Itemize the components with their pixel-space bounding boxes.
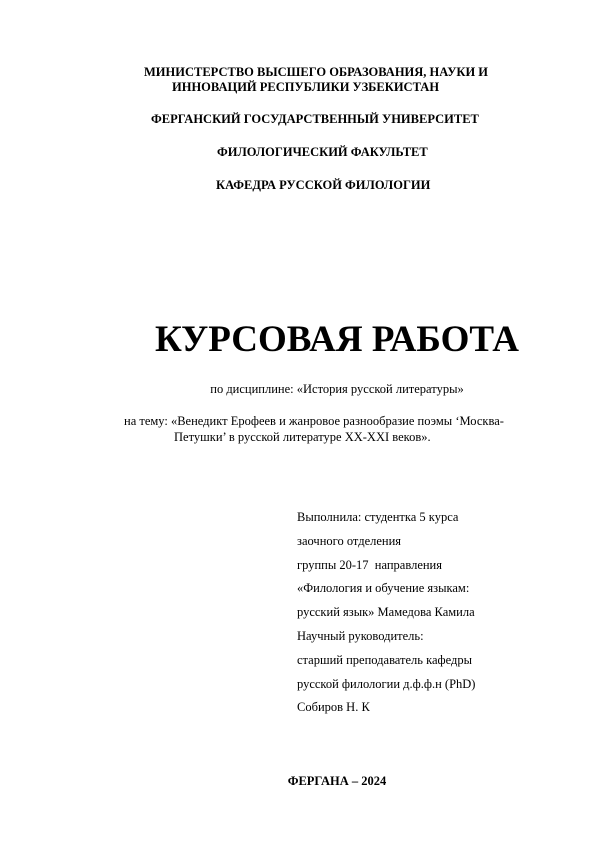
topic-line-1: на тему: «Венедикт Ерофеев и жанровое разнообразие поэмы ‘Москва- bbox=[124, 414, 504, 428]
info-line: Научный руководитель: bbox=[297, 628, 424, 643]
university-name: ФЕРГАНСКИЙ ГОСУДАРСТВЕННЫЙ УНИВЕРСИТЕТ bbox=[151, 112, 479, 126]
author-info-block bbox=[297, 506, 475, 720]
document-title: КУРСОВАЯ РАБОТА bbox=[155, 319, 519, 360]
info-line: Выполнила: студентка 5 курса bbox=[297, 510, 459, 524]
info-line: русской филологии д.ф.ф.н (PhD) bbox=[297, 676, 476, 691]
faculty-name: ФИЛОЛОГИЧЕСКИЙ ФАКУЛЬТЕТ bbox=[217, 145, 428, 159]
discipline-line: по дисциплине: «История русской литературы» bbox=[210, 382, 464, 396]
city-year-footer: ФЕРГАНА – 2024 bbox=[287, 774, 387, 788]
info-line: группы 20-17 направления bbox=[297, 557, 442, 572]
info-line: заочного отделения bbox=[297, 533, 402, 548]
topic-line-2: Петушки’ в русской литературе XX-XXI веков». bbox=[174, 430, 431, 444]
info-line: старший преподаватель кафедры bbox=[297, 652, 473, 667]
info-line: Собиров Н. К bbox=[297, 700, 370, 715]
department-name: КАФЕДРА РУССКОЙ ФИЛОЛОГИИ bbox=[216, 178, 431, 192]
ministry-line-1: МИНИСТЕРСТВО ВЫСШЕГО ОБРАЗОВАНИЯ, НАУКИ И bbox=[144, 65, 489, 79]
ministry-line-2: ИННОВАЦИЙ РЕСПУБЛИКИ УЗБЕКИСТАН bbox=[172, 80, 440, 94]
info-line: русский язык» Мамедова Камила bbox=[297, 605, 475, 620]
info-line: «Филология и обучение языкам: bbox=[297, 581, 470, 596]
